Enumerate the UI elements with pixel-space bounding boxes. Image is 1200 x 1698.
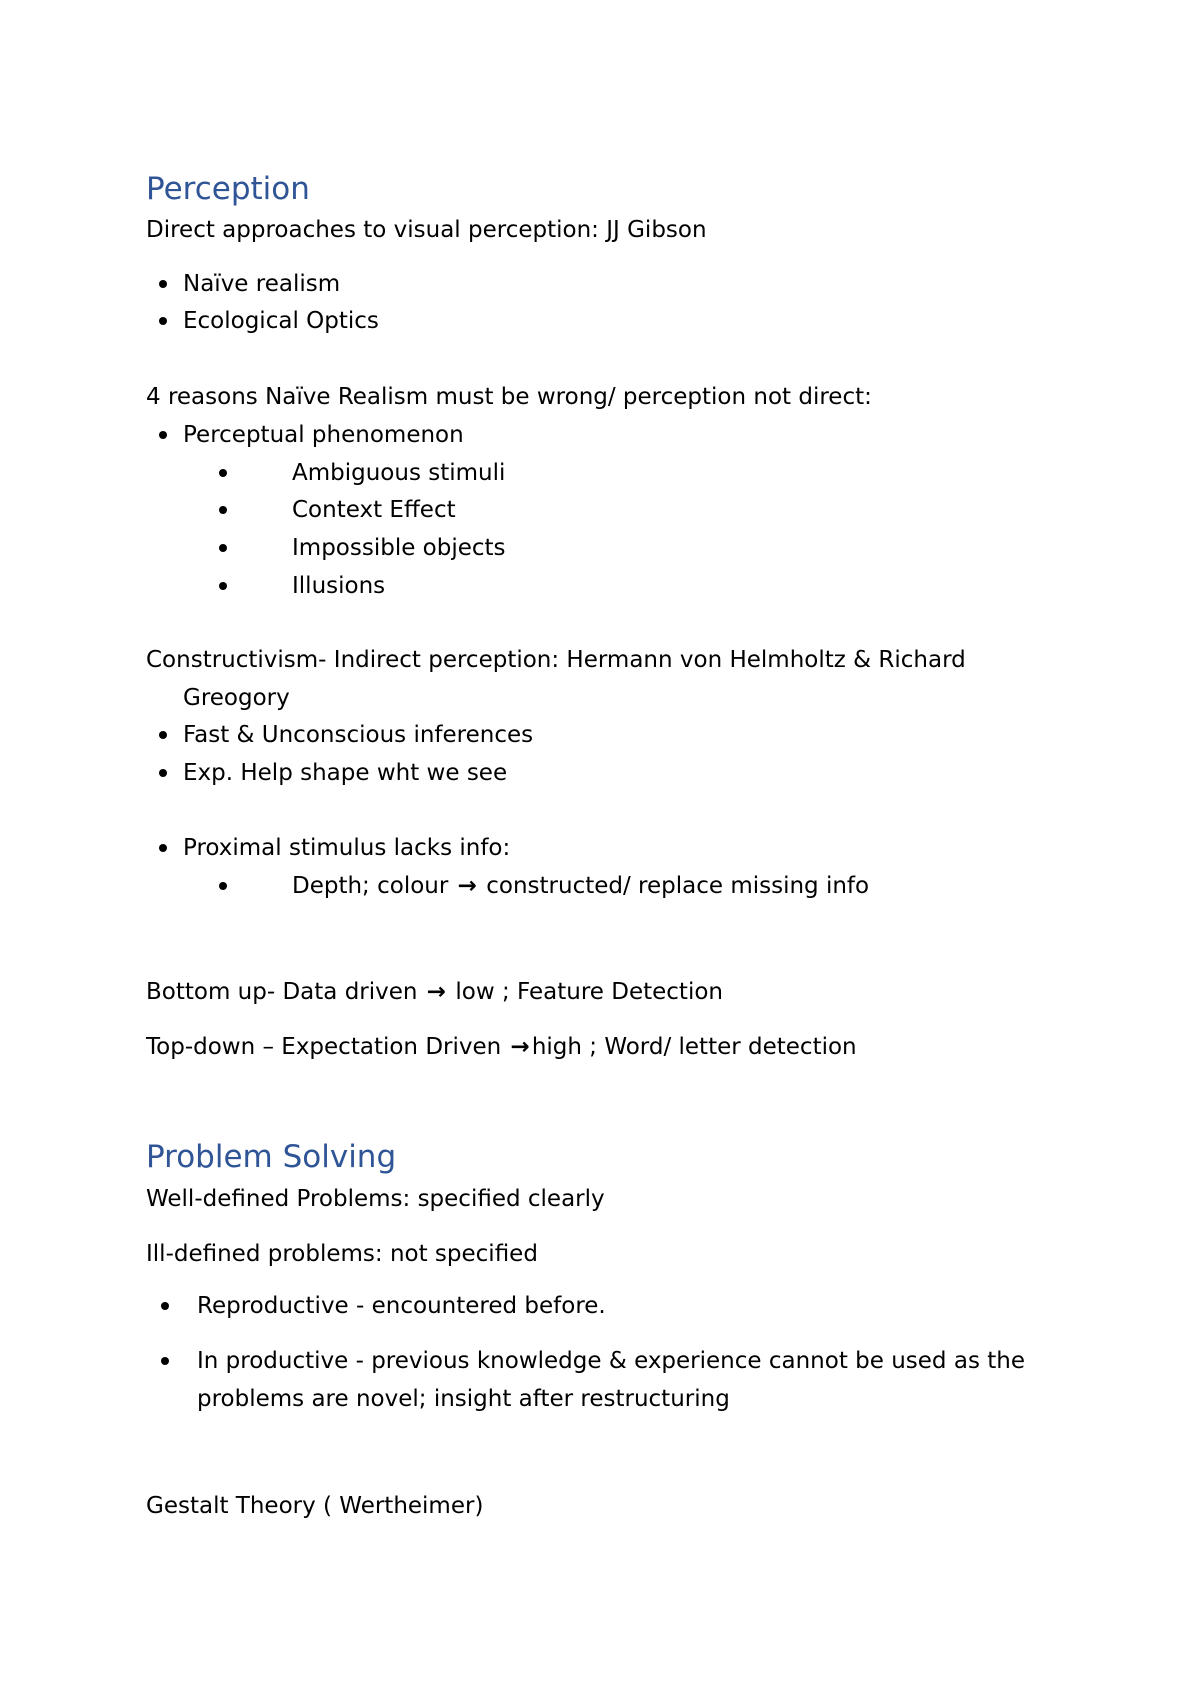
top-down-text-a: Top-down – Expectation Driven: [146, 1034, 502, 1060]
heading-perception: Perception: [146, 171, 310, 207]
right-arrow-icon: →: [457, 873, 477, 899]
bullet-dot-icon: [219, 506, 227, 514]
bottom-up-text-b: low ; Feature Detection: [455, 979, 723, 1005]
gestalt-line: Gestalt Theory ( Wertheimer): [146, 1493, 484, 1519]
bullet-dot-icon: [159, 769, 167, 777]
bottom-up-text-a: Bottom up- Data driven: [146, 979, 418, 1005]
bottom-up-line: [146, 978, 723, 1006]
proximal-sub-text-b: constructed/ replace missing info: [486, 873, 870, 899]
list-item: Proximal stimulus lacks info:: [183, 835, 511, 861]
ill-defined-line: Ill-defined problems: not specified: [146, 1241, 538, 1267]
proximal-sub-text-a: Depth; colour: [292, 873, 449, 899]
sub-list-item: Context Effect: [292, 497, 456, 523]
right-arrow-icon: →: [510, 1034, 530, 1060]
list-item: Fast & Unconscious inferences: [183, 722, 534, 748]
constructivism-line: Constructivism- Indirect perception: Hermann von Helmholtz & Richard: [146, 647, 966, 673]
bullet-dot-icon: [219, 469, 227, 477]
list-item: Exp. Help shape wht we see: [183, 760, 508, 786]
bullet-dot-icon: [159, 431, 167, 439]
list-item: In productive - previous knowledge & experience cannot be used as the: [197, 1348, 1025, 1374]
sub-list-item: Illusions: [292, 573, 386, 599]
bullet-dot-icon: [159, 280, 167, 288]
list-item: Ecological Optics: [183, 308, 379, 334]
right-arrow-icon: →: [426, 979, 447, 1005]
bullet-dot-icon: [161, 1357, 169, 1365]
top-down-text-b: high ; Word/ letter detection: [531, 1034, 857, 1060]
heading-problem-solving: Problem Solving: [146, 1139, 397, 1175]
bullet-dot-icon: [159, 731, 167, 739]
well-defined-line: Well-defined Problems: specified clearly: [146, 1186, 605, 1212]
list-item: Naïve realism: [183, 271, 341, 297]
sub-list-item: Ambiguous stimuli: [292, 460, 506, 486]
bullet-dot-icon: [219, 882, 227, 890]
bullet-dot-icon: [159, 844, 167, 852]
bullet-dot-icon: [159, 317, 167, 325]
list-item: Perceptual phenomenon: [183, 422, 464, 448]
bullet-dot-icon: [219, 582, 227, 590]
list-item: Reproductive - encountered before.: [197, 1293, 606, 1319]
bullet-dot-icon: [219, 544, 227, 552]
top-down-line: [146, 1033, 857, 1061]
constructivism-line-cont: Greogory: [183, 685, 290, 711]
bullet-dot-icon: [161, 1302, 169, 1310]
reasons-intro: 4 reasons Naïve Realism must be wrong/ perception not direct:: [146, 384, 872, 410]
list-item-cont: problems are novel; insight after restructuring: [197, 1386, 730, 1412]
perception-intro: Direct approaches to visual perception: JJ Gibson: [146, 217, 707, 243]
sub-list-item: [292, 872, 869, 900]
sub-list-item: Impossible objects: [292, 535, 506, 561]
